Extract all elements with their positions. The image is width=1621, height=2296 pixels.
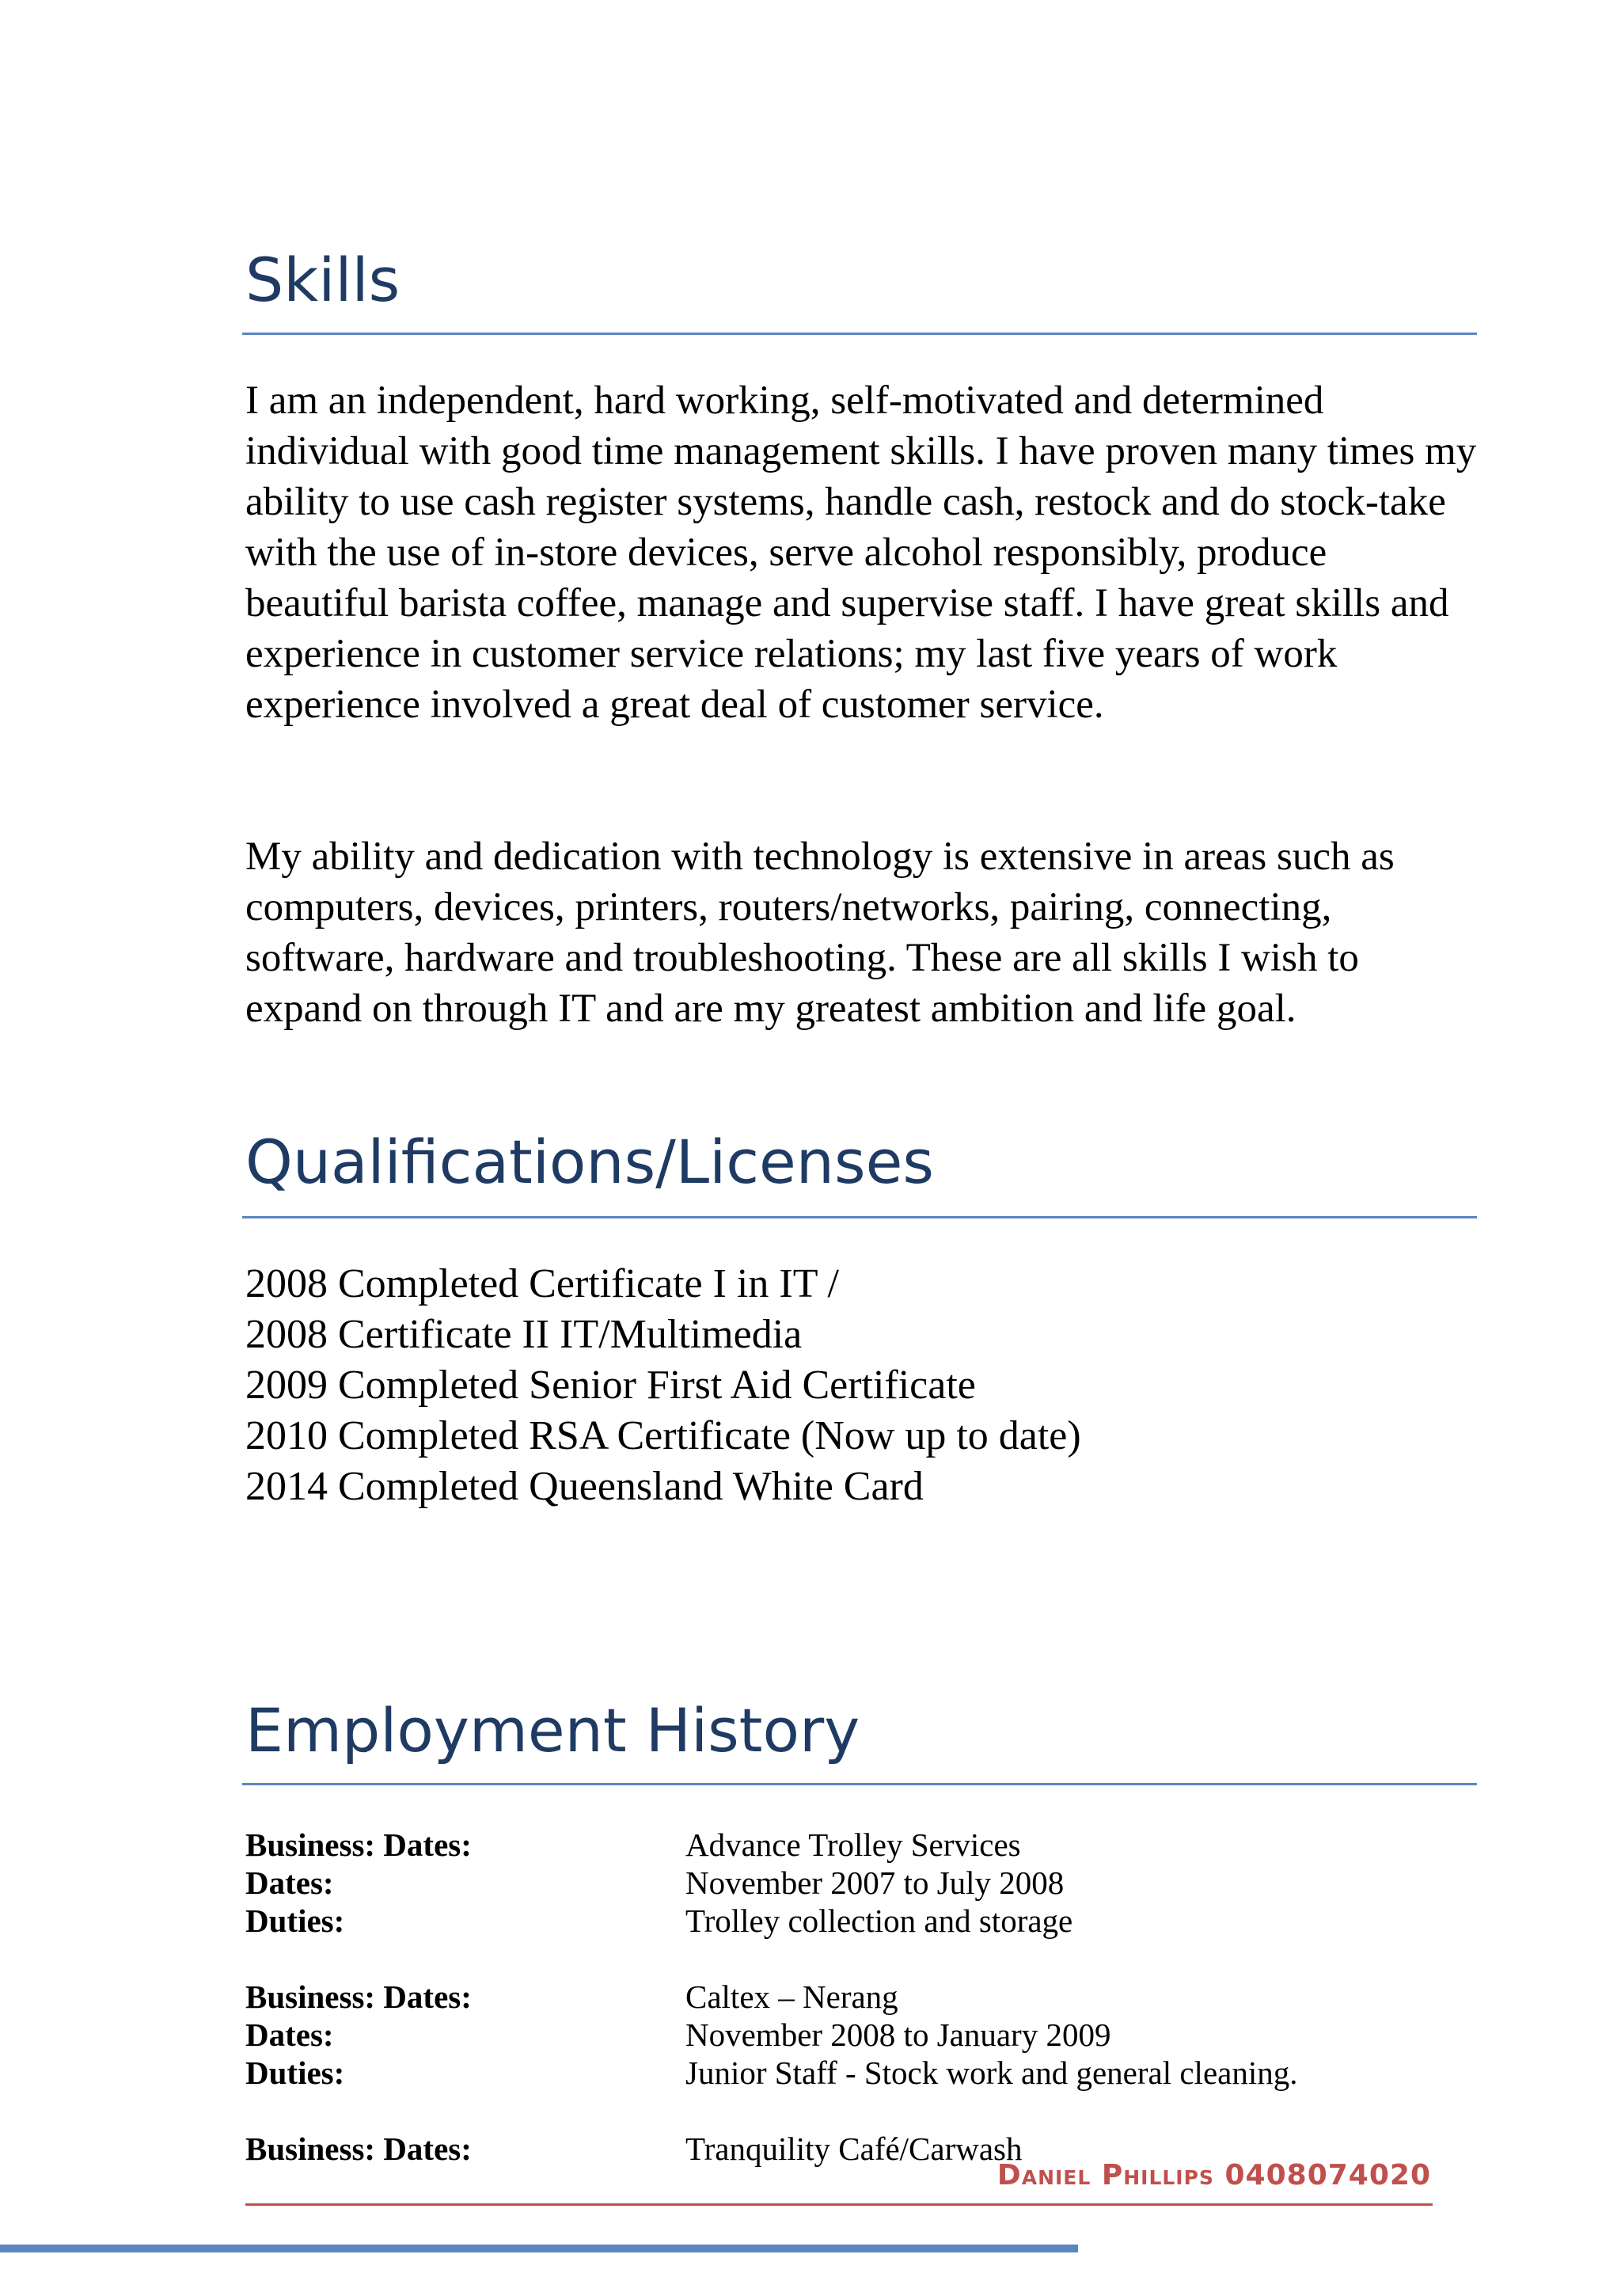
job-dates-row — [245, 1864, 1480, 1902]
job-duties-value: Trolley collection and storage — [685, 1903, 1073, 1939]
job-dates-label: Dates: — [245, 1865, 334, 1901]
qualification-item: 2008 Completed Certificate I in IT / — [245, 1261, 839, 1306]
job-business-row — [245, 1978, 1480, 2016]
job-business-label: Business: Dates: — [245, 1979, 472, 2015]
job-business-value: Caltex – Nerang — [685, 1979, 898, 2015]
job-duties-row — [245, 1902, 1480, 1940]
employment-heading: Employment History — [245, 1695, 860, 1766]
qualification-item: 2008 Certificate II IT/Multimedia — [245, 1312, 803, 1357]
qualifications-heading-rule — [242, 1216, 1477, 1218]
job-business-row — [245, 1826, 1480, 1864]
job-business-label: Business: Dates: — [245, 1827, 472, 1863]
job-duties-label: Duties: — [245, 2055, 345, 2091]
skills-paragraph-1: I am an independent, hard working, self-motivated and determined individual with good time management skills. I have proven many times my ability to use cash register systems, handle cash, restock and do stock-take with the use of in-store devices, serve alcohol responsibly, produce beautiful barista coffee, manage and supervise staff. I have great skills and experience in customer service relations; my last five years of work experience involved a great deal of customer service. — [245, 378, 1477, 727]
job-duties-value: Junior Staff - Stock work and general cleaning. — [685, 2055, 1298, 2091]
qualification-item: 2010 Completed RSA Certificate (Now up to date) — [245, 1413, 1081, 1458]
qualification-item: 2014 Completed Queensland White Card — [245, 1464, 924, 1509]
job-dates-row — [245, 2016, 1480, 2054]
job-business-value: Advance Trolley Services — [685, 1827, 1021, 1863]
skills-heading: Skills — [245, 245, 401, 315]
footer-contact — [997, 2159, 1431, 2191]
skills-heading-rule — [242, 333, 1477, 335]
qualifications-heading: Qualifications/Licenses — [245, 1127, 934, 1197]
job-dates-value: November 2007 to July 2008 — [685, 1865, 1065, 1901]
qualification-item: 2009 Completed Senior First Aid Certificate — [245, 1363, 976, 1408]
footer-name: Daniel Phillips — [997, 2159, 1214, 2191]
job-dates-value: November 2008 to January 2009 — [685, 2017, 1111, 2053]
footer-rule-red — [245, 2203, 1433, 2206]
job-duties-row — [245, 2054, 1480, 2092]
footer-rule-blue — [0, 2245, 1078, 2252]
qualifications-list — [245, 1259, 1081, 1512]
footer-phone: 0408074020 — [1224, 2159, 1431, 2191]
job-duties-label: Duties: — [245, 1903, 345, 1939]
employment-heading-rule — [242, 1783, 1477, 1785]
job-entry-1 — [245, 1826, 1480, 1940]
job-business-label: Business: Dates: — [245, 2131, 472, 2167]
skills-paragraph-2: My ability and dedication with technology is extensive in areas such as computers, devices, printers, routers/networks, pairing, connecting, software, hardware and troubleshooting. These are all skills I wish to expand on through IT and are my greatest ambition and life goal. — [245, 834, 1395, 1031]
job-dates-label: Dates: — [245, 2017, 334, 2053]
job-entry-2 — [245, 1978, 1480, 2092]
job-business-value: Tranquility Café/Carwash — [685, 2131, 1023, 2167]
